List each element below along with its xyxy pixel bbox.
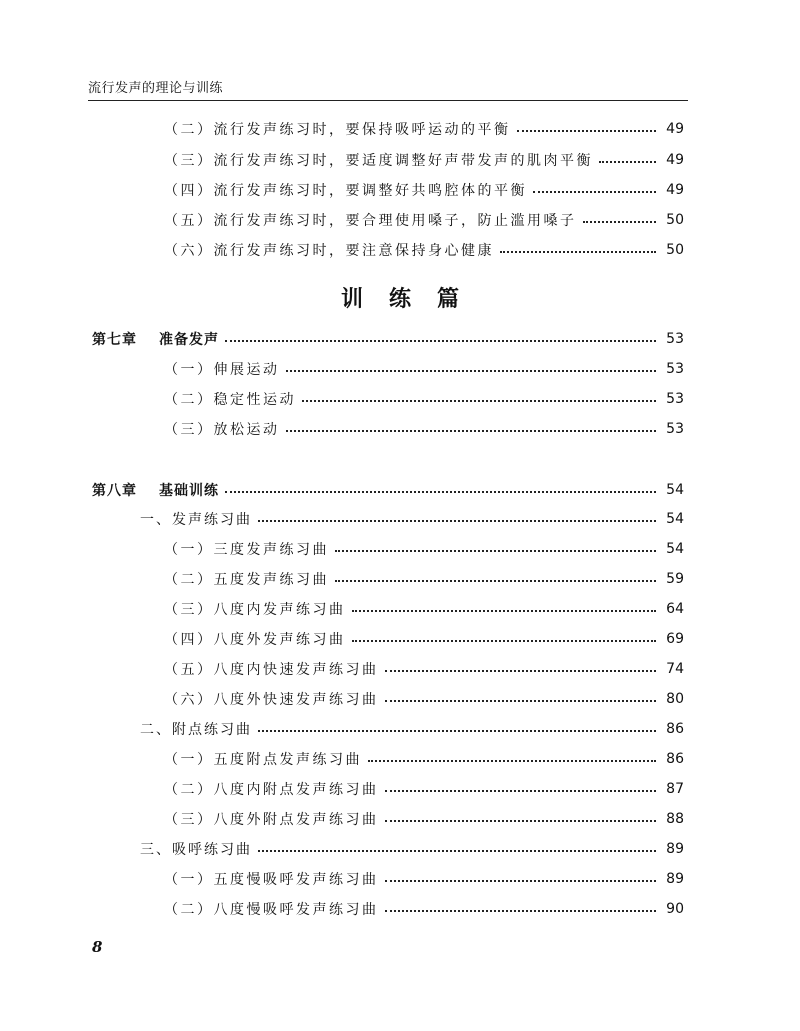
toc-entry-page: 53 <box>666 391 684 407</box>
toc-entry-label: （三）流行发声练习时，要适度调整好声带发声的肌肉平衡 <box>164 153 593 169</box>
dot-leader <box>258 850 656 852</box>
dot-leader <box>368 760 656 762</box>
dot-leader <box>385 880 657 882</box>
toc-entry[interactable] <box>164 748 684 770</box>
toc-entry-page: 49 <box>666 121 684 137</box>
dot-leader <box>517 130 657 132</box>
toc-entry-page: 89 <box>666 871 684 887</box>
toc-entry-page: 54 <box>666 482 684 498</box>
toc-entry-label: （六）流行发声练习时，要注意保持身心健康 <box>164 243 494 259</box>
toc-entry-page: 89 <box>666 841 684 857</box>
toc-entry[interactable] <box>164 658 684 680</box>
toc-entry-page: 54 <box>666 511 684 527</box>
toc-entry[interactable] <box>164 598 684 620</box>
toc-entry-page: 54 <box>666 541 684 557</box>
toc-entry-label: （四）八度外发声练习曲 <box>164 632 346 648</box>
chapter-heading <box>92 480 219 500</box>
part-title: 训练篇 <box>340 287 485 312</box>
toc-chapter-7[interactable] <box>92 328 684 350</box>
dot-leader <box>225 491 656 493</box>
toc-entry-label: （二）八度慢吸呼发声练习曲 <box>164 902 379 918</box>
toc-entry[interactable] <box>164 388 684 410</box>
dot-leader <box>352 640 657 642</box>
toc-entry[interactable] <box>164 239 684 261</box>
toc-entry[interactable] <box>164 778 684 800</box>
toc-entry-page: 49 <box>666 152 684 168</box>
toc-entry-page: 88 <box>666 811 684 827</box>
toc-section[interactable] <box>140 838 684 860</box>
dot-leader <box>335 550 656 552</box>
toc-entry-page: 53 <box>666 421 684 437</box>
page-number: 8 <box>92 938 103 956</box>
header-rule <box>88 100 688 101</box>
dot-leader <box>385 910 657 912</box>
toc-entry-label: （一）五度附点发声练习曲 <box>164 752 362 768</box>
dot-leader <box>599 161 656 163</box>
dot-leader <box>583 221 657 223</box>
dot-leader <box>385 820 657 822</box>
toc-entry[interactable] <box>164 538 684 560</box>
toc-chapter-8[interactable] <box>92 479 684 501</box>
toc-entry-label: （一）三度发声练习曲 <box>164 542 329 558</box>
dot-leader <box>286 430 657 432</box>
toc-entry-page: 49 <box>666 182 684 198</box>
chapter-number: 第七章 <box>92 332 137 348</box>
toc-entry-page: 50 <box>666 242 684 258</box>
toc-entry[interactable] <box>164 868 684 890</box>
dot-leader <box>286 370 657 372</box>
toc-entry-label: （二）八度内附点发声练习曲 <box>164 782 379 798</box>
toc-entry-label: （三）八度外附点发声练习曲 <box>164 812 379 828</box>
toc-entry-label: （二）流行发声练习时，要保持吸呼运动的平衡 <box>164 122 511 138</box>
dot-leader <box>258 730 656 732</box>
toc-entry[interactable] <box>164 118 684 140</box>
dot-leader <box>258 520 656 522</box>
toc-entry[interactable] <box>164 149 684 171</box>
toc-entry-page: 86 <box>666 721 684 737</box>
toc-section[interactable] <box>140 718 684 740</box>
toc-entry[interactable] <box>164 179 684 201</box>
dot-leader <box>302 400 656 402</box>
toc-entry[interactable] <box>164 628 684 650</box>
toc-entry-label: （五）流行发声练习时，要合理使用嗓子，防止滥用嗓子 <box>164 213 577 229</box>
chapter-title: 基础训练 <box>159 483 219 499</box>
toc-entry-label: （一）伸展运动 <box>164 362 280 378</box>
toc-entry-label: （三）八度内发声练习曲 <box>164 602 346 618</box>
chapter-title: 准备发声 <box>159 332 219 348</box>
running-header: 流行发声的理论与训练 <box>88 81 224 96</box>
toc-entry-label: （二）五度发声练习曲 <box>164 572 329 588</box>
chapter-heading <box>92 329 219 349</box>
toc-entry[interactable] <box>164 808 684 830</box>
toc-entry-label: （三）放松运动 <box>164 422 280 438</box>
dot-leader <box>385 790 657 792</box>
toc-entry[interactable] <box>164 418 684 440</box>
toc-entry[interactable] <box>164 688 684 710</box>
toc-section[interactable] <box>140 508 684 530</box>
toc-entry[interactable] <box>164 358 684 380</box>
toc-section-label: 一、发声练习曲 <box>140 512 252 528</box>
toc-entry-page: 53 <box>666 331 684 347</box>
toc-entry-page: 64 <box>666 601 684 617</box>
toc-entry-label: （一）五度慢吸呼发声练习曲 <box>164 872 379 888</box>
dot-leader <box>385 700 657 702</box>
toc-entry[interactable] <box>164 209 684 231</box>
toc-entry-page: 69 <box>666 631 684 647</box>
toc-entry[interactable] <box>164 568 684 590</box>
toc-entry-page: 90 <box>666 901 684 917</box>
toc-entry-page: 50 <box>666 212 684 228</box>
toc-entry-label: （二）稳定性运动 <box>164 392 296 408</box>
toc-section-label: 三、吸呼练习曲 <box>140 842 252 858</box>
toc-entry-label: （五）八度内快速发声练习曲 <box>164 662 379 678</box>
toc-entry-page: 53 <box>666 361 684 377</box>
toc-entry-label: （四）流行发声练习时，要调整好共鸣腔体的平衡 <box>164 183 527 199</box>
chapter-number: 第八章 <box>92 483 137 499</box>
dot-leader <box>335 580 656 582</box>
dot-leader <box>533 191 656 193</box>
toc-entry-page: 80 <box>666 691 684 707</box>
toc-entry-page: 59 <box>666 571 684 587</box>
toc-entry-page: 74 <box>666 661 684 677</box>
dot-leader <box>385 670 657 672</box>
dot-leader <box>352 610 657 612</box>
dot-leader <box>225 340 656 342</box>
toc-section-label: 二、附点练习曲 <box>140 722 252 738</box>
toc-entry-label: （六）八度外快速发声练习曲 <box>164 692 379 708</box>
toc-entry-page: 87 <box>666 781 684 797</box>
toc-entry-page: 86 <box>666 751 684 767</box>
dot-leader <box>500 251 656 253</box>
toc-entry[interactable] <box>164 898 684 920</box>
